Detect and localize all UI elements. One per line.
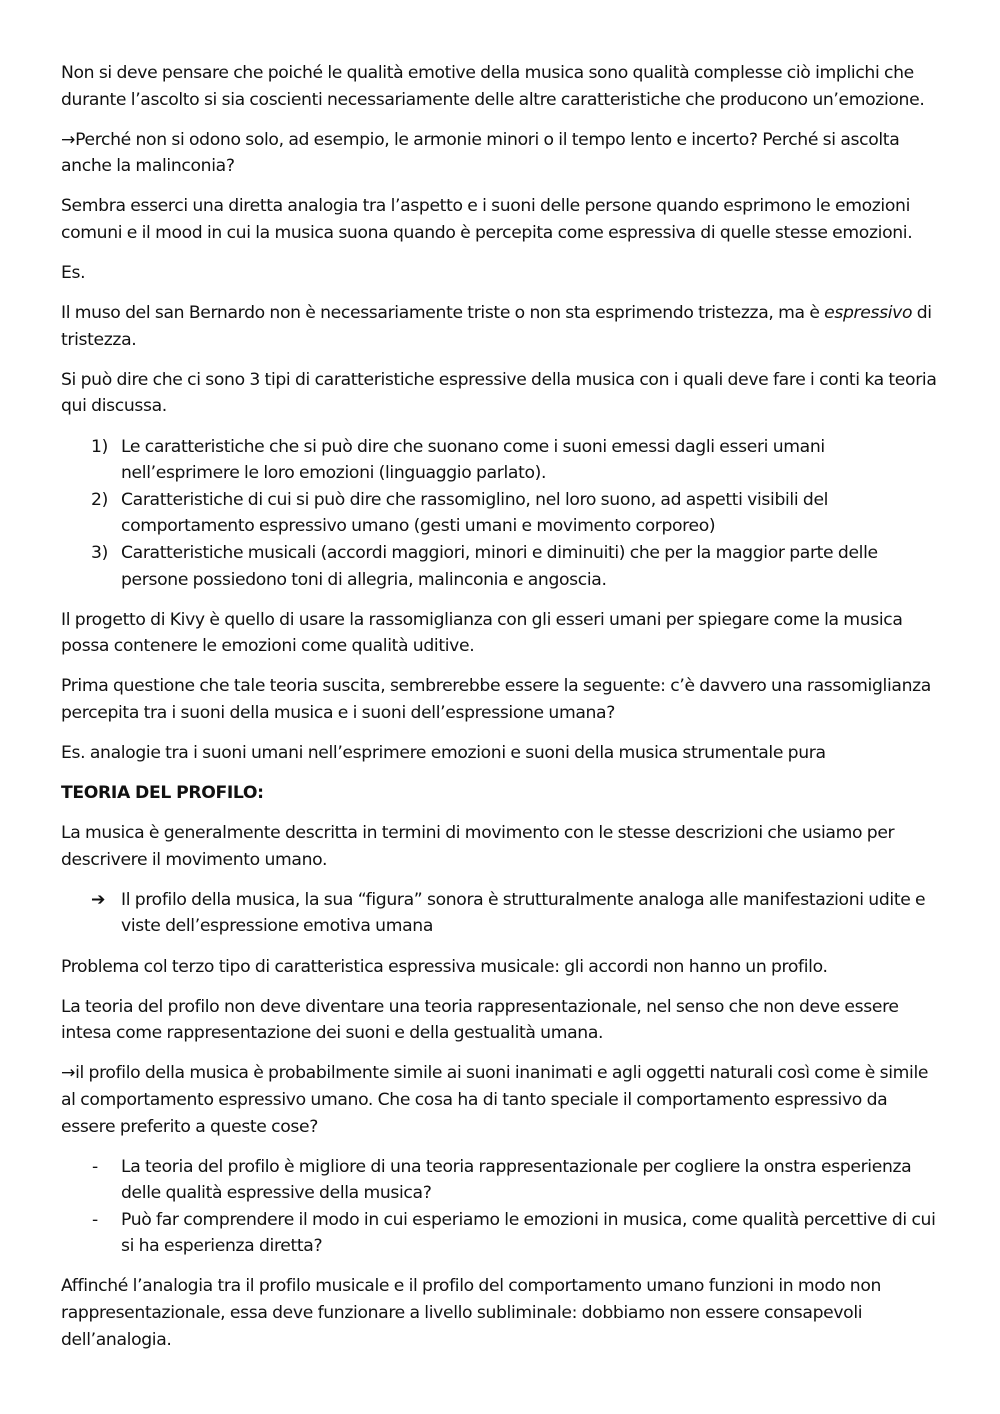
arrow-list (61, 887, 941, 940)
arrow-icon: → (61, 1063, 76, 1084)
list-item-text: Le caratteristiche che si può dire che suonano come i suoni emessi dagli esseri umani nell’esprimere le loro emozioni (linguaggio parlato). (121, 436, 825, 484)
list-marker: 3) (91, 542, 108, 563)
paragraph-direct-analogy: Sembra esserci una diretta analogia tra l’aspetto e i suoni delle persone quando esprimono le emozioni comuni e il mood in cui la musica suona quando è percepita come espressiva di quelle stesse emozioni. (61, 196, 913, 243)
paragraph-text: Il muso del san Bernardo non è necessariamente triste o non sta esprimendo tristezza, ma è (61, 303, 825, 324)
list-item (61, 434, 941, 487)
document-page (61, 60, 941, 1367)
arrow-bullet-icon: ➔ (91, 889, 106, 910)
list-item-text: Può far comprendere il modo in cui esperiamo le emozioni in musica, come qualità percettive di cui si ha esperienza diretta? (121, 1209, 936, 1257)
paragraph-example-analogies: Es. analogie tra i suoni umani nell’esprimere emozioni e suoni della musica strumentale pura (61, 742, 826, 763)
list-item-text: Caratteristiche musicali (accordi maggiori, minori e diminuiti) che per la maggior parte delle persone possiedono toni di allegria, malinconia e angoscia. (121, 542, 878, 590)
list-marker: - (92, 1156, 98, 1177)
paragraph-first-question: Prima questione che tale teoria suscita, sembrerebbe essere la seguente: c’è davvero una rassomiglianza percepita tra i suoni della musica e i suoni dell’espressione umana? (61, 676, 931, 723)
list-marker: - (92, 1209, 98, 1230)
list-item-text: Caratteristiche di cui si può dire che rassomiglino, nel loro suono, ad aspetti visibili del comportamento espressivo umano (gesti umani e movimento corporeo) (121, 489, 829, 537)
paragraph-example-label: Es. (61, 263, 86, 284)
list-item-text: La teoria del profilo è migliore di una teoria rappresentazionale per cogliere la onstra esperienza delle qualità espressive della musica? (121, 1156, 912, 1204)
paragraph-text: di tristezza. (61, 303, 932, 350)
list-item (61, 1207, 941, 1260)
paragraph-not-representational: La teoria del profilo non deve diventare una teoria rappresentazionale, nel senso che non deve essere intesa come rappresentazione dei suoni e della gestualità umana. (61, 996, 899, 1044)
paragraph-text: il profilo della musica è probabilmente simile ai suoni inanimati e agli oggetti naturali così come è simile al comportamento espressivo umano. Che cosa ha di tanto speciale il comportamento espressivo da essere preferito a queste cose? (61, 1063, 929, 1137)
list-item (61, 1154, 941, 1207)
paragraph-emotive-qualities: Non si deve pensare che poiché le qualità emotive della musica sono qualità complesse ciò implichi che durante l’ascolto si sia coscienti necessariamente delle altre caratteristiche che producono un’emozione. (61, 63, 925, 110)
paragraph-kivy-project: Il progetto di Kivy è quello di usare la rassomiglianza con gli esseri umani per spiegare come la musica possa contenere le emozioni come qualità uditive. (61, 609, 903, 657)
list-item (61, 487, 941, 540)
section-heading: TEORIA DEL PROFILO: (61, 783, 264, 804)
paragraph-san-bernardo (61, 300, 941, 353)
list-marker: 2) (91, 489, 108, 510)
paragraph-music-movement: La musica è generalmente descritta in termini di movimento con le stesse descrizioni che usiamo per descrivere il movimento umano. (61, 823, 895, 870)
arrow-icon: → (61, 129, 76, 150)
paragraph-third-type-problem: Problema col terzo tipo di caratteristica espressiva musicale: gli accordi non hanno un profilo. (61, 956, 828, 977)
paragraph-three-types: Si può dire che ci sono 3 tipi di caratteristiche espressive della musica con i quali deve fare i conti ka teoria qui discussa. (61, 369, 937, 417)
list-marker: 1) (91, 436, 108, 457)
paragraph-question-melancholy (61, 127, 941, 180)
italic-term: espressivo (824, 303, 913, 324)
paragraph-subliminal-analogy: Affinché l’analogia tra il profilo musicale e il profilo del comportamento umano funzioni in modo non rappresentazionale, essa deve funzionare a livello subliminale: dobbiamo non essere consapevoli dell’analogia. (61, 1276, 882, 1350)
paragraph-profile-similarity (61, 1060, 941, 1140)
list-item (61, 887, 941, 940)
list-item-text: Il profilo della musica, la sua “figura” sonora è strutturalmente analoga alle manifestazioni udite e viste dell’espressione emotiva umana (121, 889, 926, 937)
list-item (61, 540, 941, 593)
paragraph-text: Perché non si odono solo, ad esempio, le armonie minori o il tempo lento e incerto? Perché si ascolta anche la malinconia? (61, 129, 900, 177)
numbered-list (61, 434, 941, 594)
dash-list (61, 1154, 941, 1260)
